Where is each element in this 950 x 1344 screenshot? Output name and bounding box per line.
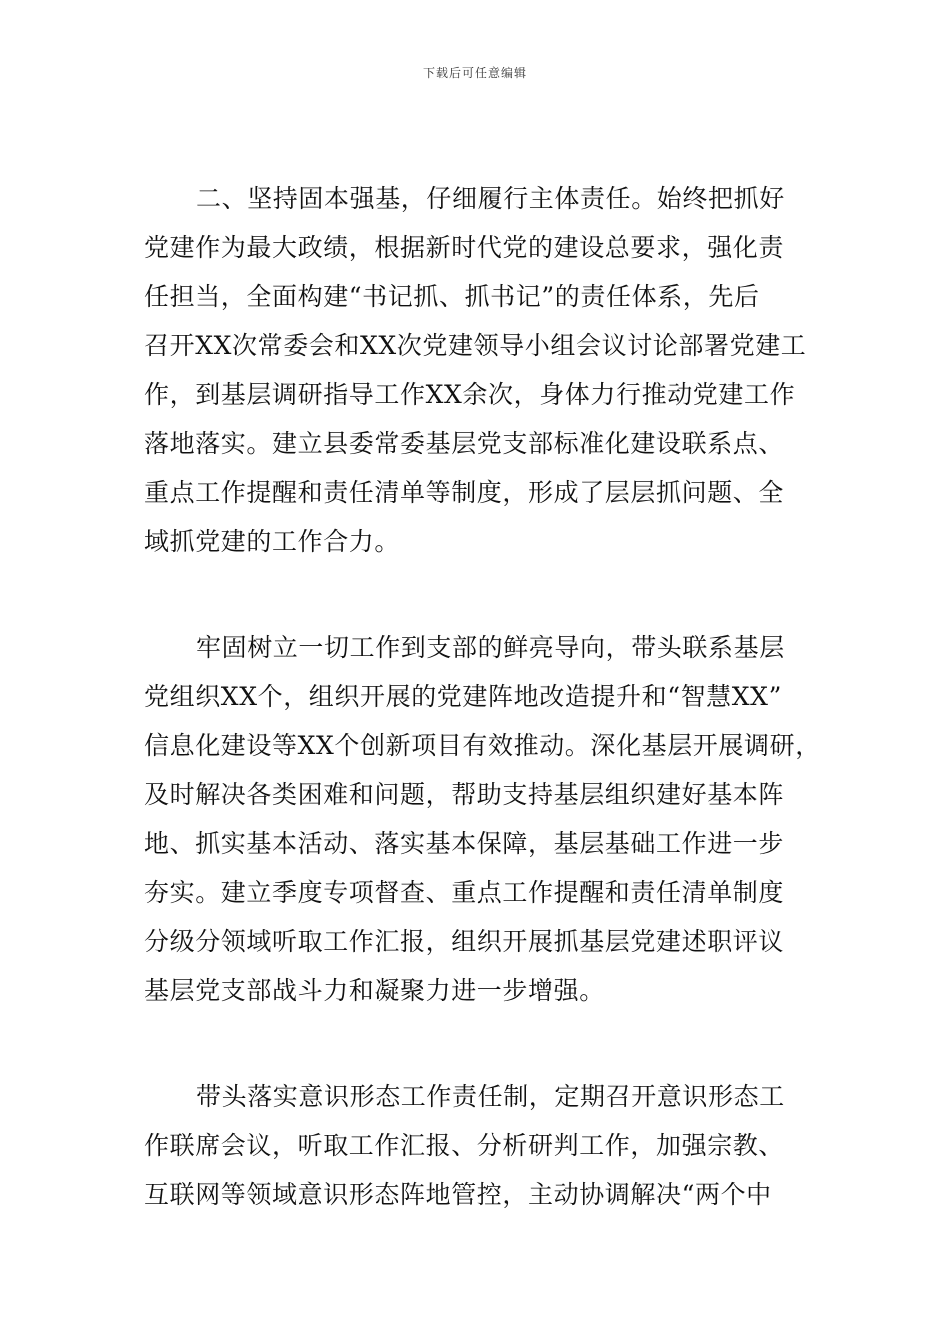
text-line: 基层党支部战斗力和凝聚力进一步增强。: [144, 976, 605, 1005]
paragraph-gap: [144, 1015, 816, 1072]
paragraph-2: [144, 623, 821, 1015]
text-line: 牢固树立一切工作到支部的鲜亮导向，带头联系基层: [196, 633, 785, 662]
text-line: 重点工作提醒和责任清单等制度，形成了层层抓问题、全: [144, 478, 785, 507]
text-line: 任担当，全面构建“书记抓、抓书记”的责任体系，先后: [144, 282, 760, 311]
paragraph-3: [144, 1072, 816, 1219]
paragraph-1: [144, 174, 816, 566]
document-body: [144, 174, 821, 1219]
text-line: 党组织XX个，组织开展的党建阵地改造提升和“智慧XX”: [144, 682, 782, 711]
paragraph-gap: [144, 566, 816, 623]
text-line: 带头落实意识形态工作责任制，定期召开意识形态工: [196, 1082, 785, 1111]
text-line: 域抓党建的工作合力。: [144, 527, 401, 556]
text-line: 作，到基层调研指导工作XX余次，身体力行推动党建工作: [144, 380, 796, 409]
header-note: 下载后可任意编辑: [422, 66, 527, 80]
text-line: 分级分领域听取工作汇报，组织开展抓基层党建述职评议: [144, 927, 785, 956]
text-line: 作联席会议，听取工作汇报、分析研判工作，加强宗教、: [144, 1131, 785, 1160]
text-line: 互联网等领域意识形态阵地管控，主动协调解决“两个中: [144, 1180, 772, 1209]
text-line: 地、抓实基本活动、落实基本保障，基层基础工作进一步: [144, 829, 785, 858]
text-line: 及时解决各类困难和问题，帮助支持基层组织建好基本阵: [144, 780, 785, 809]
text-line: 召开XX次常委会和XX次党建领导小组会议讨论部署党建工: [144, 331, 807, 360]
text-line: 夯实。建立季度专项督查、重点工作提醒和责任清单制度: [144, 878, 785, 907]
text-line: 信息化建设等XX个创新项目有效推动。深化基层开展调研，: [144, 731, 821, 760]
text-line: 落地落实。建立县委常委基层党支部标准化建设联系点、: [144, 429, 785, 458]
text-line: 党建作为最大政绩，根据新时代党的建设总要求，强化责: [144, 233, 785, 262]
text-line: 二、坚持固本强基，仔细履行主体责任。始终把抓好: [196, 184, 785, 213]
